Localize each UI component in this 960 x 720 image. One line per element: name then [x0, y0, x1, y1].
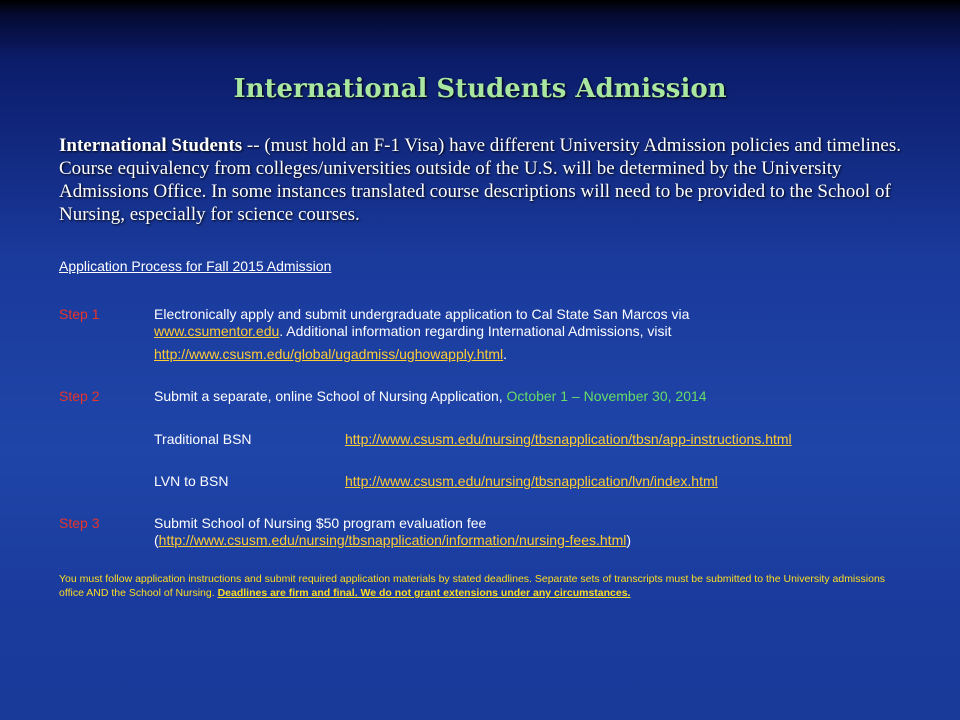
step-3-line-1: Submit School of Nursing $50 program evaluation fee: [154, 515, 487, 531]
step-3-close-paren: ): [626, 532, 632, 548]
step-3-label: Step 3: [59, 515, 100, 531]
step-3-line-2: [154, 532, 631, 548]
step-1-line-2-text: . Additional information regarding International Admissions, visit: [279, 323, 672, 339]
deadline-notice-text: You must follow application instructions and submit required application materials by stated deadlines. Separate sets of transcripts must be submitted to the University admissions office AND the School of Nursing.: [59, 573, 886, 599]
traditional-bsn-link[interactable]: http://www.csusm.edu/nursing/tbsnapplication/tbsn/app-instructions.html: [345, 431, 792, 447]
step-2-label: Step 2: [59, 388, 100, 404]
intro-bold-lead: International Students: [59, 135, 243, 156]
step-3-open-paren: (: [154, 532, 159, 548]
page-title: International Students Admission: [233, 74, 727, 104]
nursing-fees-link[interactable]: http://www.csusm.edu/nursing/tbsnapplication/information/nursing-fees.html: [158, 532, 627, 548]
step-2-line: [154, 388, 707, 404]
step-2-text: Submit a separate, online School of Nursing Application,: [154, 388, 507, 404]
deadline-notice: [59, 572, 889, 600]
program-name-traditional-bsn: Traditional BSN: [154, 431, 252, 447]
step-1-line-3-period: .: [503, 346, 508, 362]
intro-paragraph: [59, 134, 909, 226]
ughowapply-link[interactable]: http://www.csusm.edu/global/ugadmiss/ughowapply.html: [154, 346, 504, 362]
deadline-notice-emphasis: Deadlines are firm and final. We do not grant extensions under any circumstances.: [217, 587, 631, 599]
step-2-dates: October 1 – November 30, 2014: [506, 388, 707, 404]
lvn-to-bsn-link[interactable]: http://www.csusm.edu/nursing/tbsnapplication/lvn/index.html: [345, 473, 718, 489]
application-process-heading[interactable]: Application Process for Fall 2015 Admission: [59, 258, 332, 274]
step-1-line-1: Electronically apply and submit undergraduate application to Cal State San Marcos via: [154, 306, 690, 322]
program-name-lvn-to-bsn: LVN to BSN: [154, 473, 229, 489]
intro-text: -- (must hold an F-1 Visa) have different University Admission policies and timelines. Course equivalency from colleges/universities outside of the U.S. will be determined by the University Admissions Office. In some instances translated course descriptions will need to be provided to the School of Nursing, especially for science courses.: [59, 135, 902, 225]
step-1-line-2: [154, 323, 672, 339]
step-1-label: Step 1: [59, 306, 100, 322]
step-1-line-3: [154, 346, 507, 362]
csumentor-link[interactable]: www.csumentor.edu: [154, 323, 280, 339]
